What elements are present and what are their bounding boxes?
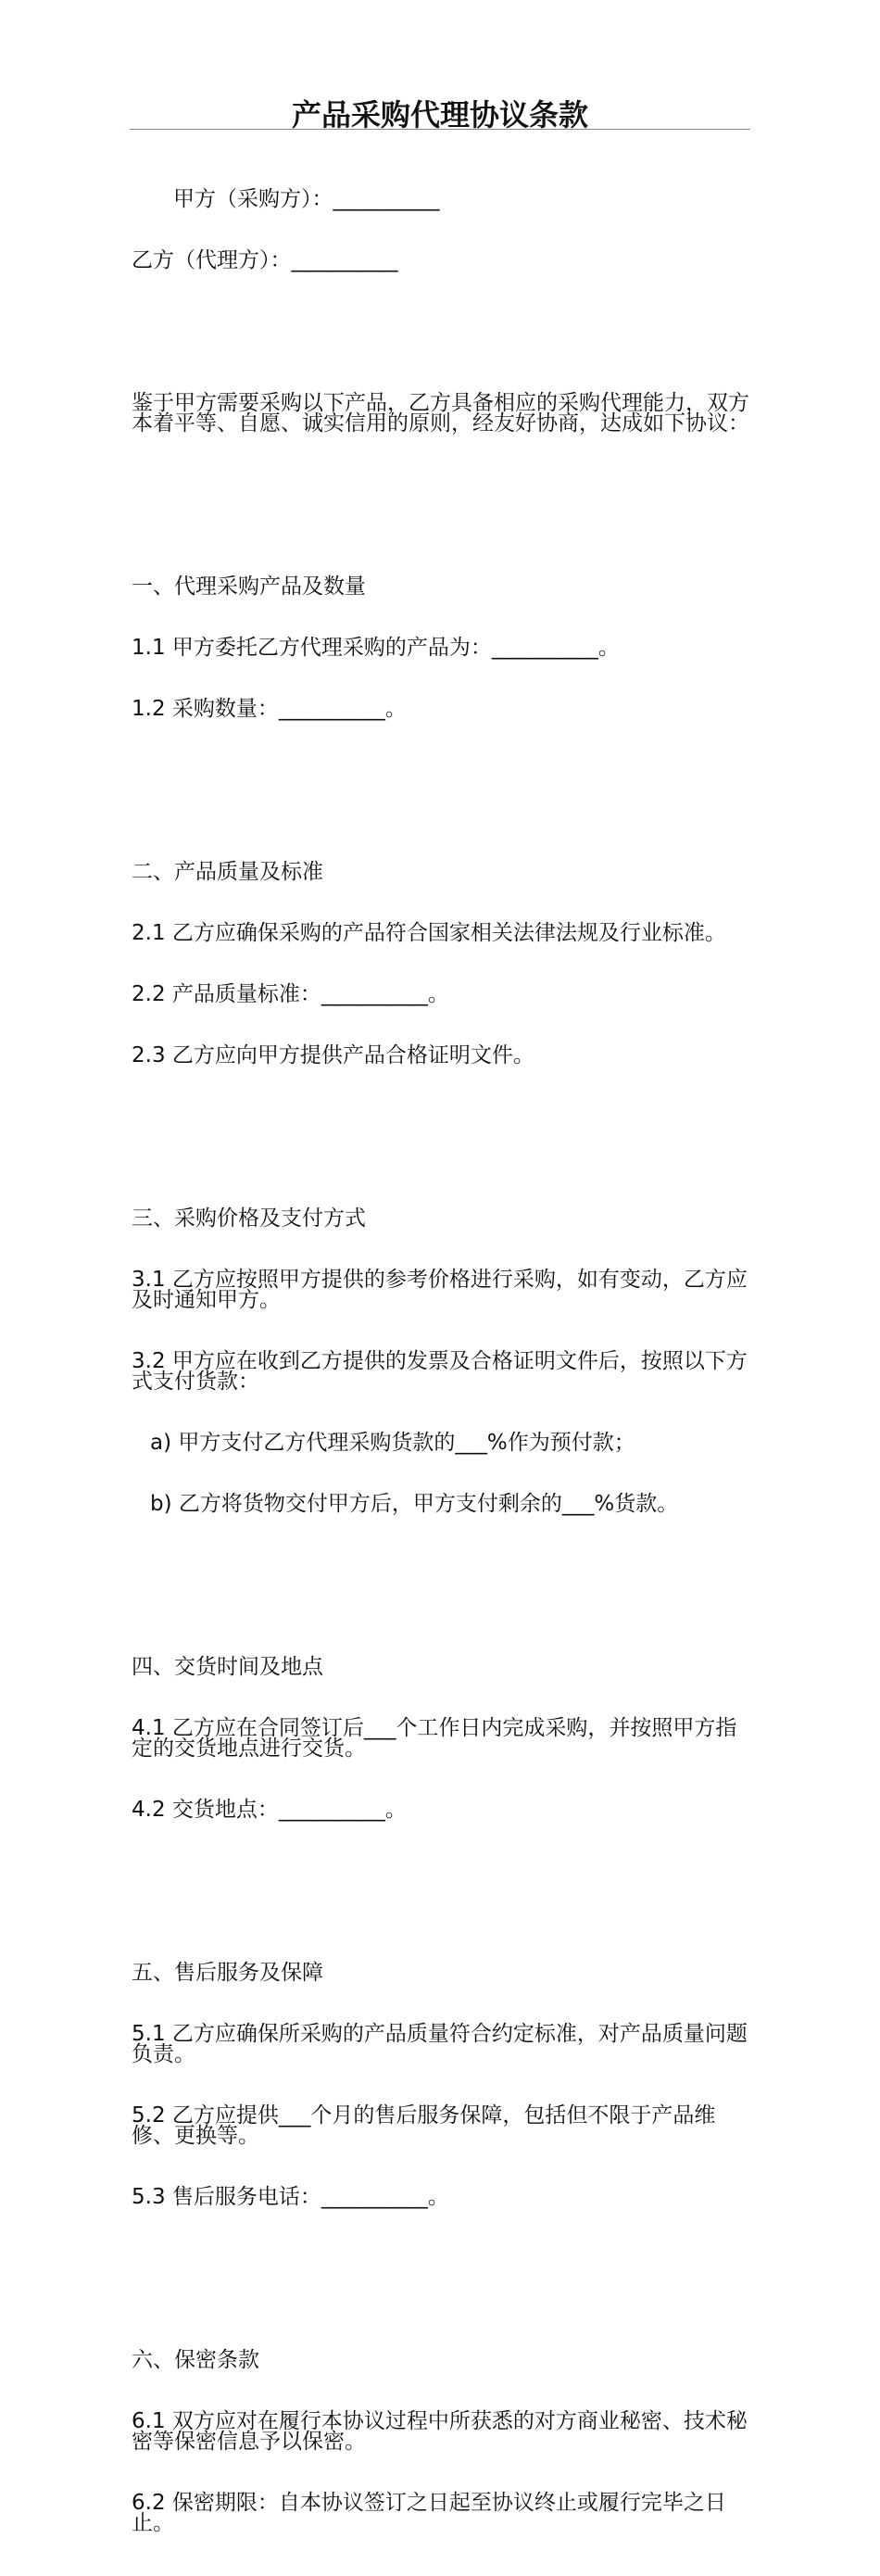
clause: 4.1 乙方应在合同签订后___个工作日内完成采购，并按照甲方指定的交货地点进行交货。: [132, 1716, 737, 1761]
party-a-line: 甲方（采购方）：__________: [173, 187, 440, 211]
clause: 6.2 保密期限：自本协议签订之日起至协议终止或履行完毕之日止。: [132, 2491, 726, 2535]
clause: 1.2 采购数量：__________。: [132, 697, 407, 721]
clause: 2.3 乙方应向甲方提供产品合格证明文件。: [132, 1043, 534, 1067]
spacer: [132, 2248, 752, 2268]
clause: 4.2 交货地点：__________。: [132, 1798, 407, 1822]
title-underline: [130, 129, 750, 130]
sub-clause: b) 乙方将货物交付甲方后，甲方支付剩余的___%货款。: [150, 1492, 679, 1516]
spacer: [132, 1861, 752, 1881]
section-heading: 一、代理采购产品及数量: [132, 575, 366, 599]
clause: 5.3 售后服务电话：__________。: [132, 2185, 449, 2209]
clause: 3.2 甲方应在收到乙方提供的发票及合格证明文件后，按照以下方式支付货款：: [132, 1349, 748, 1394]
section-heading: 三、采购价格及支付方式: [132, 1206, 366, 1231]
clause: 3.1 乙方应按照甲方提供的参考价格进行采购，如有变动，乙方应及时通知甲方。: [132, 1268, 748, 1312]
clause: 5.1 乙方应确保所采购的产品质量符合约定标准，对产品质量问题负责。: [132, 2022, 748, 2066]
spacer: [132, 311, 752, 332]
clause: 6.1 双方应对在履行本协议过程中所获悉的对方商业秘密、技术秘密等保密信息予以保密。: [132, 2409, 748, 2454]
sub-clause: a) 甲方支付乙方代理采购货款的___%作为预付款；: [150, 1431, 635, 1455]
intro-paragraph: 鉴于甲方需要采购以下产品，乙方具备相应的采购代理能力，双方本着平等、自愿、诚实信用的原则，经友好协商，达成如下协议：: [132, 391, 749, 436]
section-heading: 五、售后服务及保障: [132, 1961, 323, 1985]
spacer: [132, 474, 752, 495]
clause: 2.2 产品质量标准：__________。: [132, 982, 449, 1006]
section-heading: 二、产品质量及标准: [132, 860, 323, 884]
spacer: [132, 1555, 752, 1575]
spacer: [132, 760, 752, 780]
section-heading: 六、保密条款: [132, 2348, 259, 2372]
spacer: [132, 1106, 752, 1127]
document-body: [132, 148, 752, 2574]
section-heading: 四、交货时间及地点: [132, 1655, 323, 1679]
clause: 2.1 乙方应确保采购的产品符合国家相关法律法规及行业标准。: [132, 921, 726, 945]
document-title: 产品采购代理协议条款: [291, 97, 588, 133]
clause: 1.1 甲方委托乙方代理采购的产品为：__________。: [132, 636, 620, 660]
clause: 5.2 乙方应提供___个月的售后服务保障，包括但不限于产品维修、更换等。: [132, 2103, 716, 2148]
party-b-line: 乙方（代理方）：__________: [132, 248, 398, 272]
